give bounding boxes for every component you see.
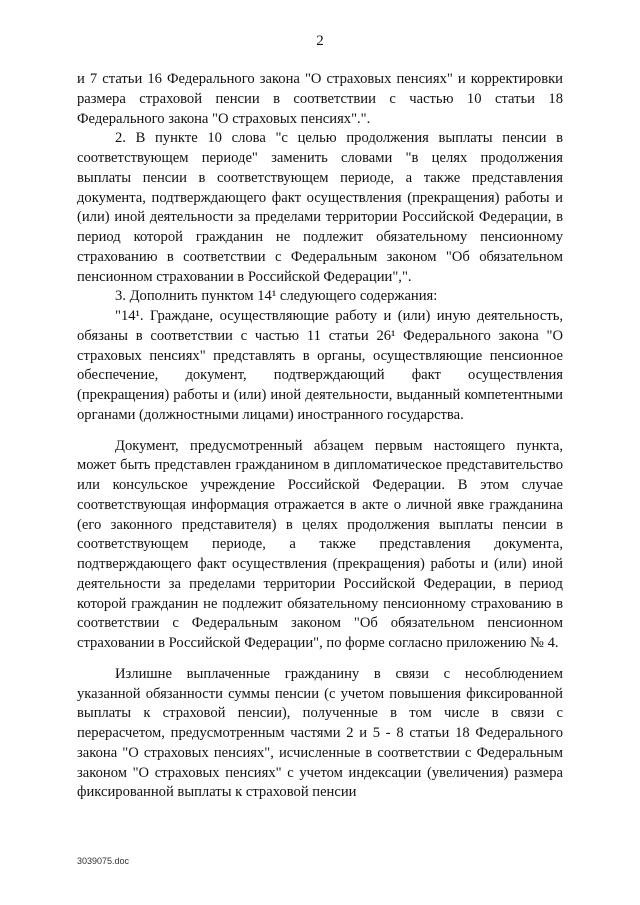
page-number: 2 <box>316 33 324 49</box>
paragraph-clause-14-1: "14¹. Граждане, осуществляющие работу и (или) иную деятельность, обязаны в соответствии с частью 11 статьи 26¹ Федерального закона "О страховых пенсиях" представлять в органы, осуществляющие пенсионное обеспечение, документ, подтверждающий факт осуществления (прекращения) работы и (или) иной деятельности, выданный компетентными органами (должностными лицами) иностранного государства. <box>77 308 563 423</box>
paragraph-overpayment: Излишне выплаченные гражданину в связи с несоблюдением указанной обязанности суммы пенсии (с учетом повышения фиксированной выплаты к страховой пенсии), полученные в том числе в связи с перерасчетом, предусмотренным частями 2 и 5 - 8 статьи 18 Федерального закона "О страховых пенсиях", исчисленные в соответствии с Федеральным законом "О страховых пенсиях" с учетом индексации (увеличения) размера фиксированной выплаты к страховой пенсии <box>77 665 563 801</box>
paragraph-item-2: 2. В пункте 10 слова "с целью продолжения выплаты пенсии в соответствующем периоде" заменить словами "в целях продолжения выплаты пенсии в соответствующем периоде, а также представления документа, подтверждающего факт осуществления (прекращения) работы и (или) иной деятельности за пределами территории Российской Федерации, в период которой гражданин не подлежит обязательному пенсионному страхованию в соответствии с Федеральным законом "Об обязательном пенсионном страховании в Российской Федерации",". <box>77 130 563 285</box>
paragraph-document-submission: Документ, предусмотренный абзацем первым настоящего пункта, может быть представлен гражданином в дипломатическое представительство или консульское учреждение Российской Федерации. В этом случае соответствующая информация отражается в акте о личной явке гражданина (его законного представителя) в целях продолжения выплаты пенсии в соответствующем периоде, а также представления документа, подтверждающего факт осуществления (прекращения) работы и (или) иной деятельности за пределами территории Российской Федерации, в период которой гражданин не подлежит обязательному пенсионному страхованию в соответствии с Федеральным законом "Об обязательном пенсионном страховании в Российской Федерации", по форме согласно приложению № 4. <box>77 437 563 651</box>
paragraph-item-3: 3. Дополнить пунктом 14¹ следующего содержания: <box>115 288 438 305</box>
footer-file-name: 3039075.doc <box>77 856 130 866</box>
document-body <box>77 70 563 803</box>
paragraph-continuation: и 7 статьи 16 Федерального закона "О страховых пенсиях" и корректировки размера страховой пенсии в соответствии с частью 10 статьи 18 Федерального закона "О страховых пенсиях".". <box>77 71 563 127</box>
